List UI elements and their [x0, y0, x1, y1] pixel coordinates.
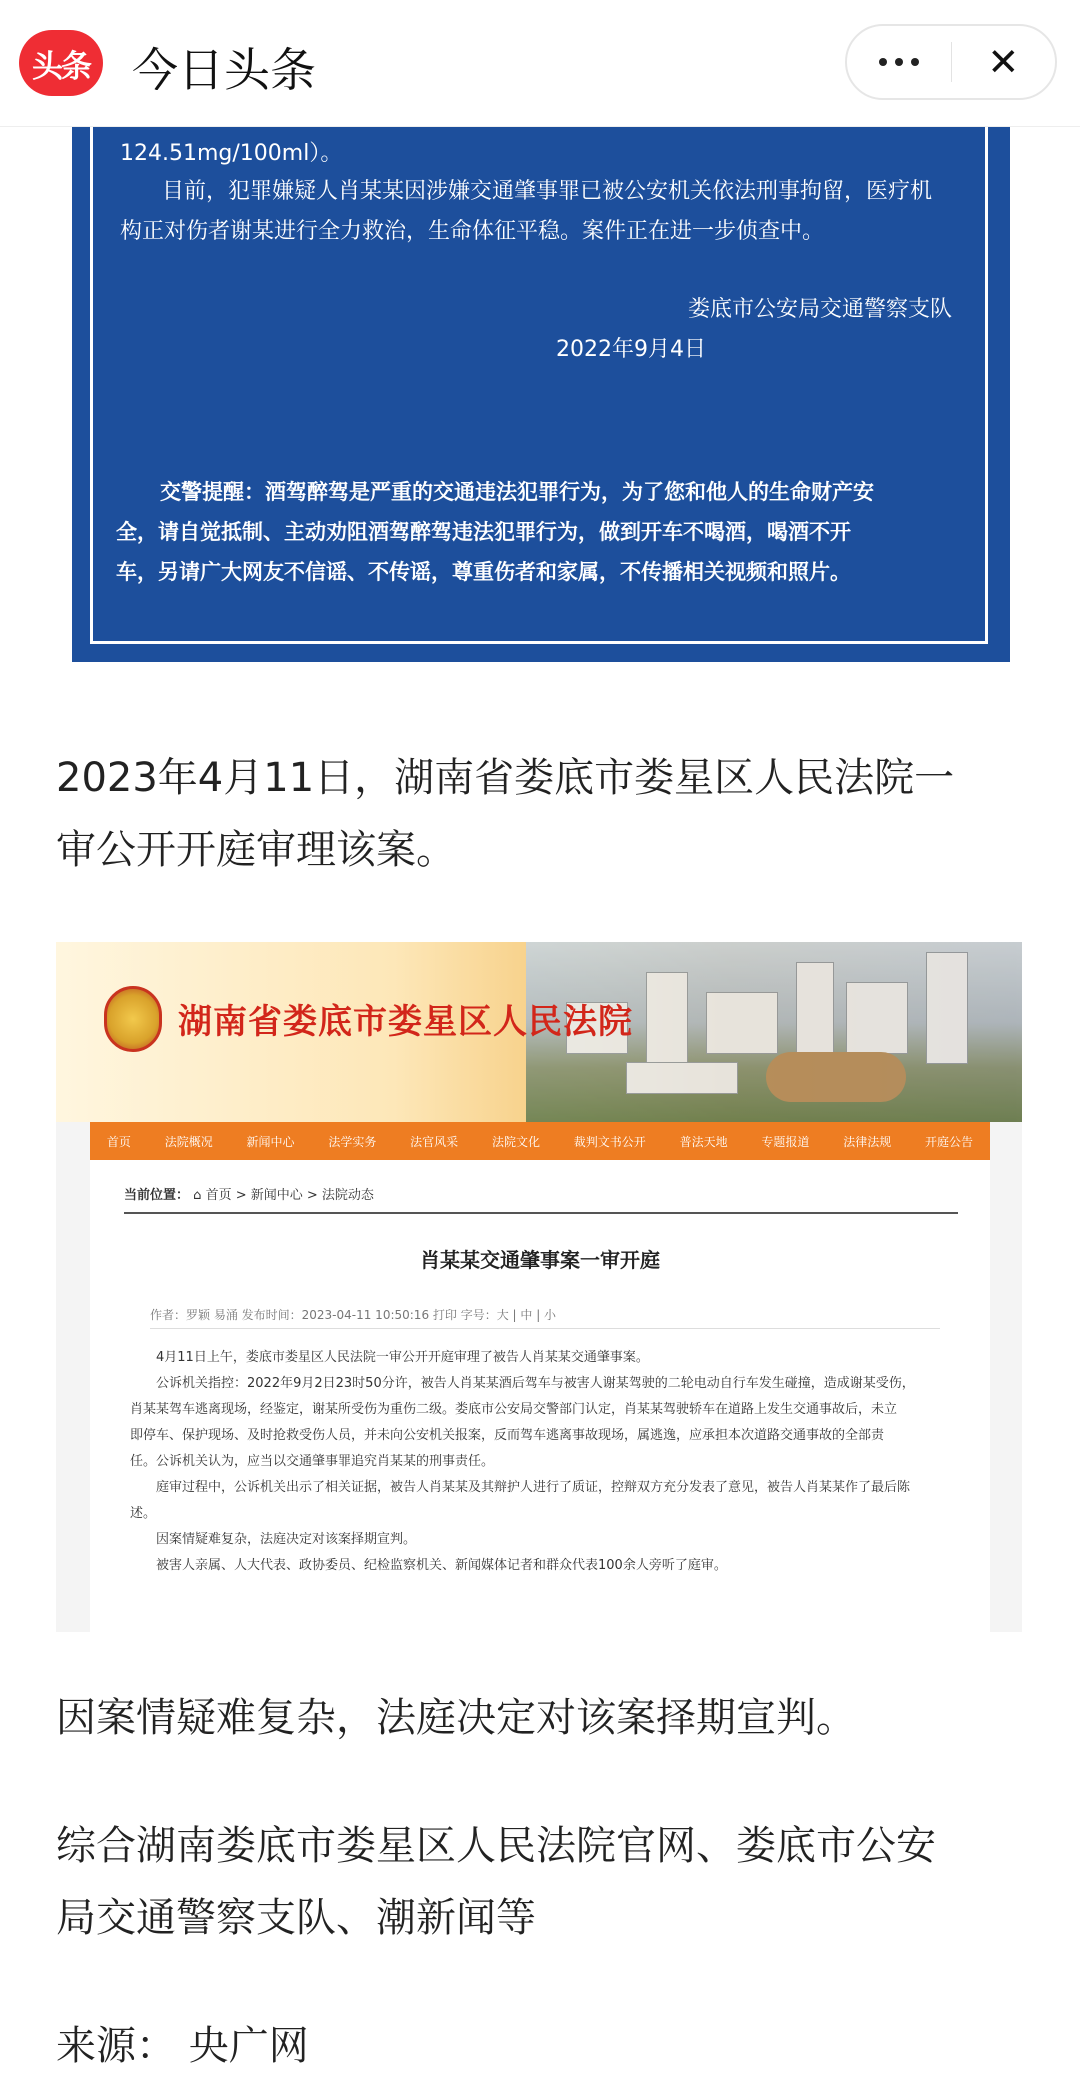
- crumb-path: 首页 > 新闻中心 > 法院动态: [205, 1188, 374, 1203]
- notice-date: 2022年9月4日: [556, 337, 706, 362]
- notice-tip-line: 全，请自觉抵制、主动劝阻酒驾醉驾违法犯罪行为，做到开车不喝酒，喝酒不开: [116, 519, 851, 544]
- nav-item[interactable]: 法官风采: [410, 1134, 459, 1149]
- nav-item[interactable]: 裁判文书公开: [573, 1134, 646, 1149]
- more-dots-icon: [879, 58, 919, 66]
- court-emblem-icon: [104, 986, 162, 1052]
- close-icon: ✕: [987, 40, 1020, 84]
- paragraph-line: 局交通警察支队、潮新闻等: [56, 1895, 536, 1941]
- court-site-title: 湖南省娄底市娄星区人民法院: [178, 1002, 633, 1042]
- article-body-line: 即停车、保护现场、及时抢救受伤人员，并未向公安机关报案，反而驾车逃离事故现场，属逃逸，应承担本次道路交通事故的全部责: [130, 1428, 885, 1443]
- article-body-line: 公诉机关指控：2022年9月2日23时50分许，被告人肖某某酒后驾车与被害人谢某驾驶的二轮电动自行车发生碰撞，造成谢某受伤，: [156, 1376, 915, 1391]
- nav-item[interactable]: 首页: [106, 1134, 131, 1149]
- article-body-line: 被害人亲属、人大代表、政协委员、纪检监察机关、新闻媒体记者和群众代表100余人旁听了庭审。: [156, 1558, 727, 1573]
- article-source: [56, 2010, 1026, 2082]
- article-body-line: 任。公诉机关认为，应当以交通肇事罪追究肖某某的刑事责任。: [130, 1454, 495, 1469]
- nav-item[interactable]: 法院概况: [164, 1134, 213, 1149]
- mini-program-capsule: [845, 24, 1057, 100]
- nav-item[interactable]: 专题报道: [761, 1134, 810, 1149]
- paragraph-line: 综合湖南娄底市娄星区人民法院官网、娄底市公安: [56, 1823, 936, 1869]
- court-article: [90, 1160, 990, 1632]
- article-title: 肖某某交通肇事案一审开庭: [420, 1248, 660, 1272]
- notice-line: 目前，犯罪嫌疑人肖某某因涉嫌交通肇事罪已被公安机关依法刑事拘留，医疗机: [162, 179, 933, 204]
- nav-item[interactable]: 开庭公告: [925, 1134, 974, 1149]
- divider: [150, 1328, 940, 1329]
- more-button[interactable]: [847, 26, 951, 98]
- article-paragraph: [56, 1810, 1026, 1954]
- court-website-image: [56, 942, 1022, 1632]
- home-icon: ⌂: [193, 1188, 202, 1203]
- court-nav: [90, 1122, 990, 1160]
- article-meta: 作者：罗颖 易涌 发布时间：2023-04-11 10:50:16 打印 字号：大 | 中 | 小: [150, 1308, 557, 1322]
- crumb-label: 当前位置：: [124, 1188, 190, 1203]
- article-body-line: 肖某某驾车逃离现场，经鉴定，谢某所受伤为重伤二级。娄底市公安局交警部门认定，肖某某驾驶轿车在道路上发生交通事故后，未立: [130, 1402, 898, 1417]
- police-notice-image: [72, 126, 1010, 662]
- nav-item[interactable]: 新闻中心: [246, 1134, 295, 1149]
- top-bar: [0, 0, 1080, 127]
- app-title: 今日头条: [132, 43, 316, 97]
- paragraph-line: 因案情疑难复杂，法庭决定对该案择期宣判。: [56, 1695, 856, 1741]
- notice-tip-line: 车，另请广大网友不信谣、不传谣，尊重伤者和家属，不传播相关视频和照片。: [116, 559, 851, 584]
- article-body-line: 因案情疑难复杂，法庭决定对该案择期宣判。: [156, 1532, 417, 1547]
- court-banner: [56, 942, 1022, 1122]
- nav-item[interactable]: 法律法规: [843, 1134, 892, 1149]
- close-button[interactable]: [952, 26, 1056, 98]
- notice-tip-line: 交警提醒：酒驾醉驾是严重的交通违法犯罪行为，为了您和他人的生命财产安: [160, 479, 874, 504]
- notice-signature: 娄底市公安局交通警察支队: [688, 297, 953, 322]
- divider: [124, 1212, 958, 1214]
- article-paragraph: [56, 742, 1026, 886]
- paragraph-line: 2023年4月11日，湖南省娄底市娄星区人民法院一: [56, 755, 955, 801]
- paragraph-line: 审公开开庭审理该案。: [56, 827, 456, 873]
- notice-line: 124.51mg/100ml）。: [120, 141, 343, 166]
- toutiao-logo[interactable]: 头条: [19, 30, 103, 96]
- article-body-line: 述。: [130, 1506, 157, 1521]
- article-paragraph: [56, 1682, 1026, 1754]
- nav-item[interactable]: 普法天地: [679, 1134, 728, 1149]
- nav-item[interactable]: 法学实务: [328, 1134, 377, 1149]
- notice-line: 构正对伤者谢某进行全力救治，生命体征平稳。案件正在进一步侦查中。: [120, 219, 825, 244]
- source-text: 来源： 央广网: [56, 2023, 309, 2069]
- article-body-line: 庭审过程中，公诉机关出示了相关证据，被告人肖某某及其辩护人进行了质证，控辩双方充分发表了意见，被告人肖某某作了最后陈: [156, 1480, 911, 1495]
- breadcrumb: [124, 1184, 374, 1203]
- nav-item[interactable]: 法院文化: [491, 1134, 540, 1149]
- article-body-line: 4月11日上午，娄底市娄星区人民法院一审公开开庭审理了被告人肖某某交通肇事案。: [156, 1350, 649, 1365]
